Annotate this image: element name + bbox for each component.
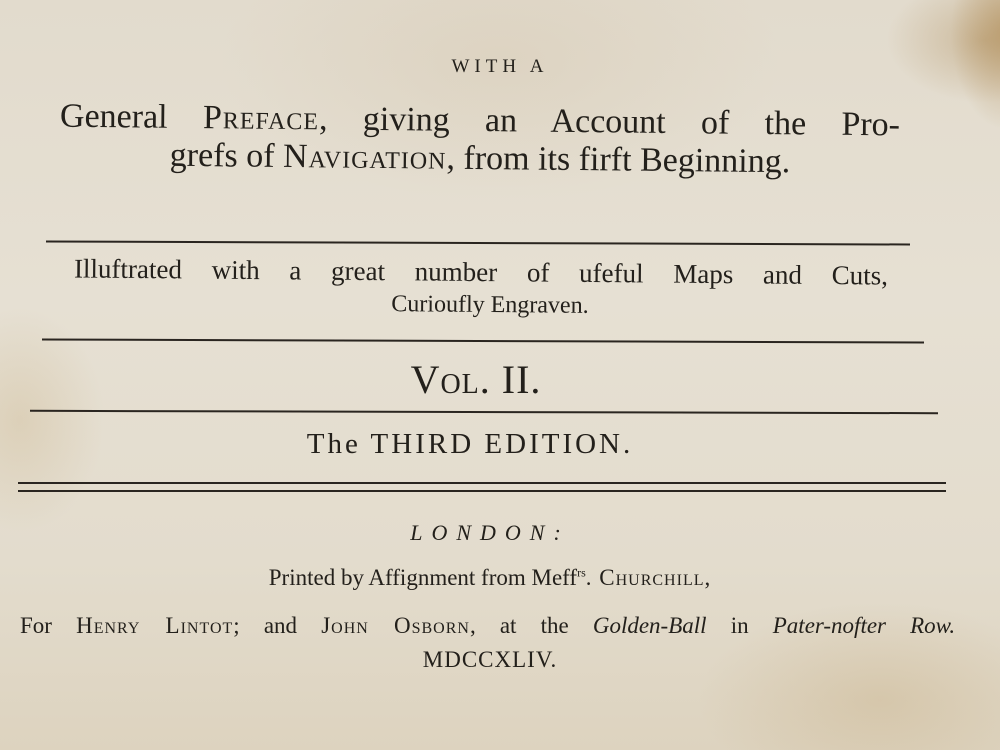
- publisher-osborn: John Osborn: [321, 613, 470, 638]
- preface-line-2-c: , from its firft Beginning.: [446, 139, 791, 181]
- divider-rule-3: [30, 410, 938, 414]
- volume-label: Vol. II.: [410, 357, 542, 402]
- divider-rule-1: [46, 240, 910, 245]
- divider-rule-double-top: [18, 482, 946, 484]
- printed-by-superscript: rs: [577, 565, 586, 580]
- printed-by-text: Printed by Affignment from Meff: [268, 565, 578, 590]
- preface-line-1-a: General: [59, 97, 168, 136]
- place-golden-ball: Golden-Ball: [592, 613, 707, 638]
- imprint-printed-by: [0, 565, 990, 591]
- place-pater-noster-row: Pater-nofter Row.: [772, 613, 956, 638]
- preface-line-1-c: , giving an Account of the Pro-: [318, 100, 901, 144]
- for-word: For: [20, 613, 52, 638]
- with-a-heading: WITH A: [451, 56, 549, 77]
- churchill-name: . Churchill,: [585, 565, 712, 590]
- edition-statement: The THIRD EDITION.: [306, 428, 634, 460]
- publisher-sep-3: in: [730, 613, 749, 638]
- publisher-lintot: Henry Lintot: [76, 613, 234, 638]
- publisher-sep-2: , at the: [469, 613, 569, 638]
- imprint-publishers: [20, 613, 955, 639]
- illustrated-line-2: Curioufly Engraven.: [391, 291, 589, 319]
- divider-rule-2: [42, 338, 924, 343]
- preface-line-2-a: grefs of: [169, 136, 275, 175]
- divider-rule-double-bottom: [18, 490, 946, 492]
- volume-number: [0, 356, 976, 403]
- imprint-city: LONDON:: [410, 520, 570, 545]
- illustrated-line-1: Illuftrated with a great number of ufeful Maps and Cuts,: [73, 253, 889, 291]
- publisher-sep-1: ; and: [233, 613, 298, 638]
- preface-word: Preface: [202, 99, 320, 138]
- navigation-word: Navigation: [282, 137, 447, 177]
- imprint-year: MDCCXLIV.: [422, 647, 558, 672]
